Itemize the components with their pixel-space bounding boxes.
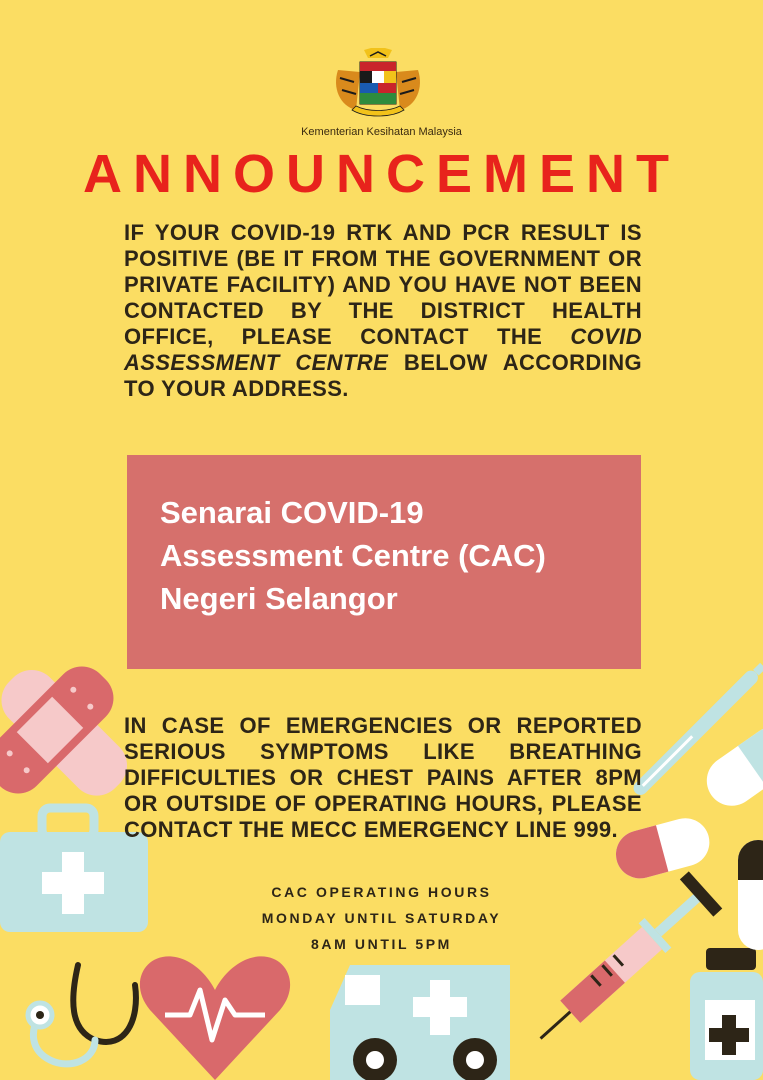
- ministry-name: Kementerian Kesihatan Malaysia: [301, 126, 462, 138]
- stethoscope-icon: [28, 965, 136, 1064]
- intro-paragraph: [124, 220, 642, 402]
- heart-icon: [140, 956, 290, 1080]
- cac-box-line-3: Negeri Selangor: [160, 581, 398, 616]
- intro-text-part1: IF YOUR COVID-19 RTK AND PCR RESULT IS POSITIVE (BE IT FROM THE GOVERNMENT OR PRIVATE FACILITY) AND YOU HAVE NOT BEEN CONTACTED BY THE DISTRICT HEALTH OFFICE, PLEASE CONTACT THE: [124, 220, 642, 349]
- cac-box-line-2: Assessment Centre (CAC): [160, 538, 546, 573]
- emergency-paragraph: IN CASE OF EMERGENCIES OR REPORTED SERIOUS SYMPTOMS LIKE BREATHING DIFFICULTIES OR CHEST PAINS AFTER 8PM OR OUTSIDE OF OPERATING HOURS, PLEASE CONTACT THE MECC EMERGENCY LINE 999.: [124, 713, 642, 842]
- announcement-title: ANNOUNCEMENT: [83, 144, 680, 204]
- ambulance-icon: [330, 965, 510, 1080]
- cac-box-line-1: Senarai COVID-19: [160, 495, 424, 530]
- operating-hours-heading: CAC OPERATING HOURS: [271, 884, 492, 900]
- medicine-bottle-icon: [690, 948, 763, 1080]
- operating-days: MONDAY UNTIL SATURDAY: [261, 910, 502, 926]
- intro-emphasis: COVID ASSESSMENT CENTRE: [124, 324, 642, 375]
- operating-time: 8AM UNTIL 5PM: [311, 936, 452, 952]
- bandage-icon: [0, 656, 138, 807]
- capsule-icon: [697, 717, 763, 815]
- malaysia-coat-of-arms-icon: [330, 48, 426, 120]
- intro-text-part2: BELOW ACCORDING TO YOUR ADDRESS.: [124, 350, 642, 401]
